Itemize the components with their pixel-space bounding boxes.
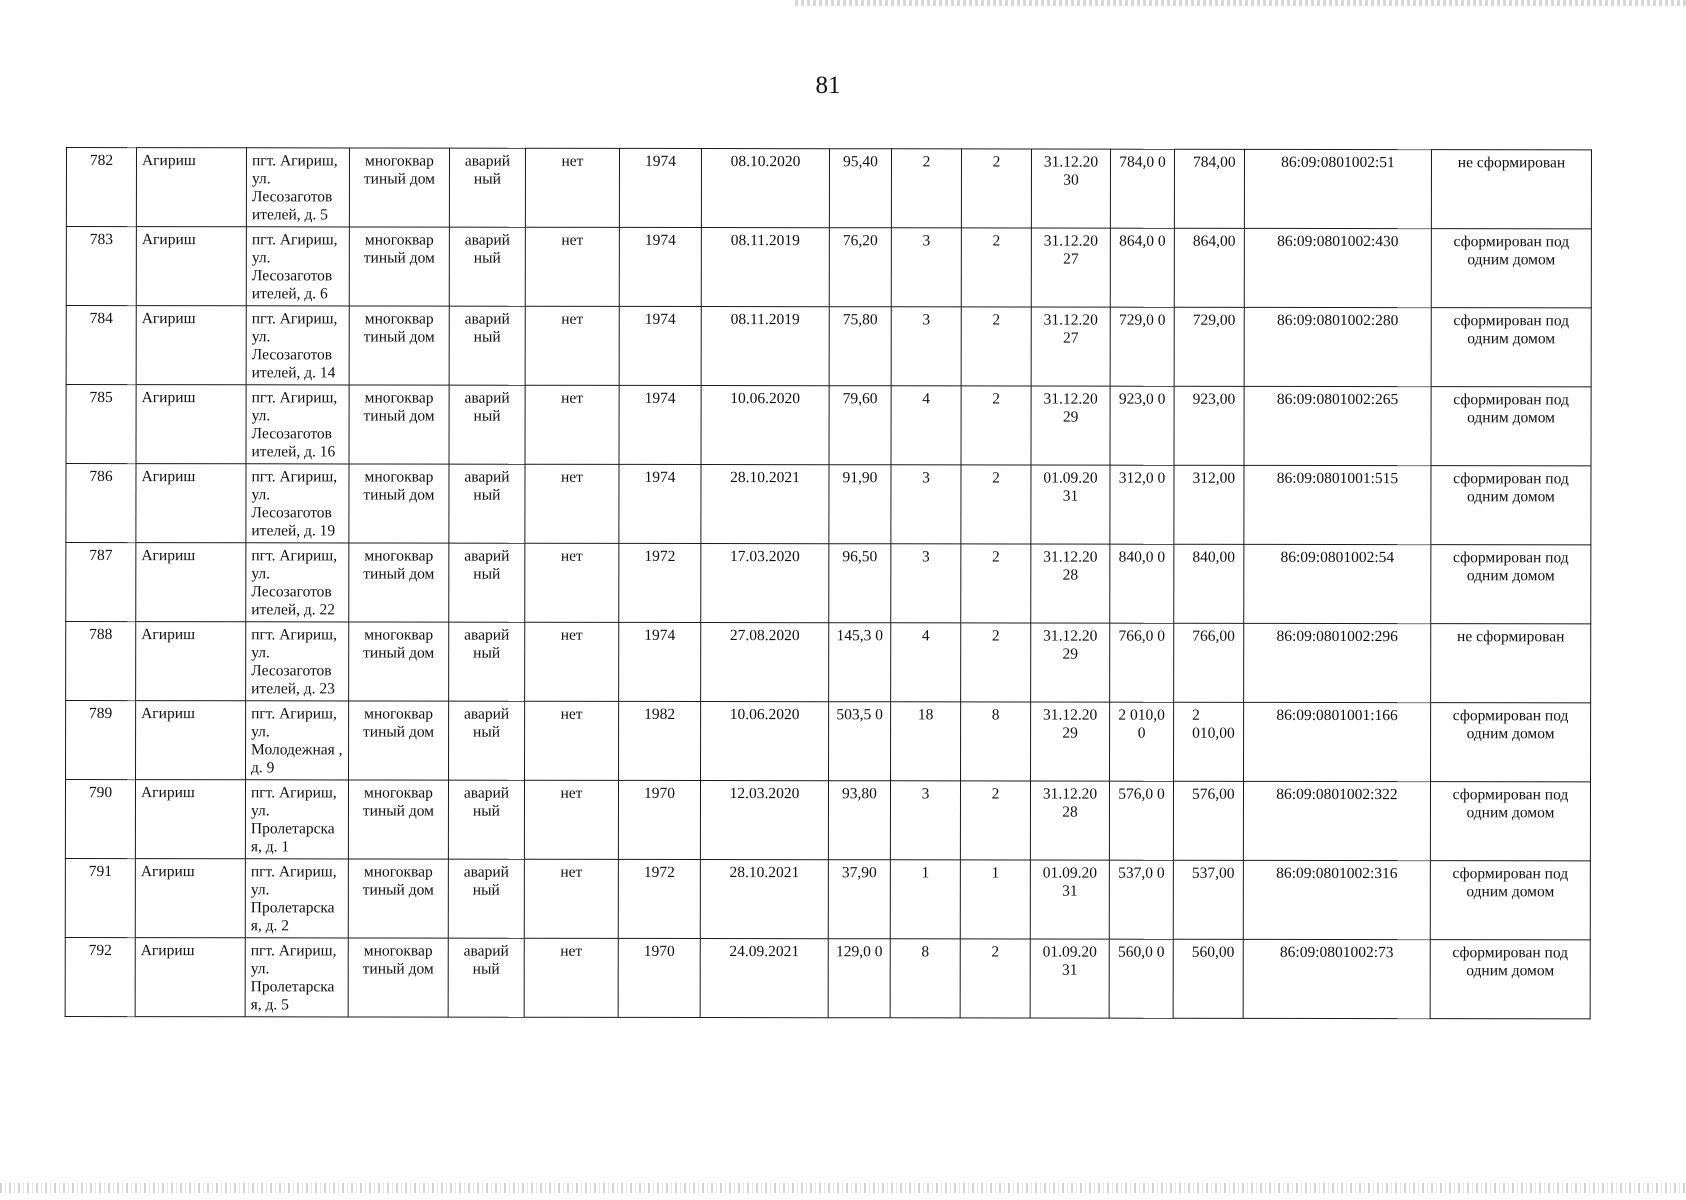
settlement-cell: Агириш <box>136 543 246 622</box>
value-b-cell: 560,00 <box>1173 939 1243 1018</box>
condition-cell: аварий ный <box>449 148 525 227</box>
area-cell: 93,80 <box>828 781 890 860</box>
value-b-cell: 766,00 <box>1174 623 1244 702</box>
area-cell: 129,0 0 <box>828 939 890 1018</box>
area-cell: 76,20 <box>829 228 891 307</box>
table-row <box>66 543 1591 624</box>
recognition-date-cell: 12.03.2020 <box>700 780 828 859</box>
table-row <box>66 701 1591 782</box>
flag-cell: нет <box>524 780 618 859</box>
flag-cell: нет <box>525 306 619 385</box>
year-built-cell: 1974 <box>619 306 701 385</box>
condition-cell: аварий ный <box>449 385 525 464</box>
count-a-cell: 3 <box>891 465 961 544</box>
building-type-cell: многоквар тиный дом <box>348 938 448 1017</box>
count-a-cell: 2 <box>891 149 961 228</box>
address-cell: пгт. Агириш, ул. Лесозаготов ителей, д. 23 <box>246 622 349 701</box>
deadline-cell: 01.09.20 31 <box>1030 860 1109 939</box>
flag-cell: нет <box>525 701 619 780</box>
deadline-cell: 01.09.20 31 <box>1031 465 1110 544</box>
deadline-cell: 31.12.20 27 <box>1031 228 1110 307</box>
settlement-cell: Агириш <box>135 938 245 1017</box>
condition-cell: аварий ный <box>449 622 525 701</box>
row-number-cell: 791 <box>65 858 135 937</box>
address-cell: пгт. Агириш, ул. Лесозаготов ителей, д. 5 <box>246 148 349 227</box>
deadline-cell: 31.12.20 28 <box>1031 544 1110 623</box>
building-type-cell: многоквар тиный дом <box>349 543 449 622</box>
row-number-cell: 785 <box>66 385 136 464</box>
value-b-cell: 864,00 <box>1174 228 1244 307</box>
recognition-date-cell: 27.08.2020 <box>701 622 829 701</box>
value-a-cell: 766,0 0 <box>1110 623 1174 702</box>
cadastral-number-cell: 86:09:0801002:54 <box>1244 544 1431 623</box>
recognition-date-cell: 28.10.2021 <box>700 859 828 938</box>
condition-cell: аварий ный <box>449 701 525 780</box>
condition-cell: аварий ный <box>448 780 524 859</box>
table-row <box>66 622 1591 703</box>
building-type-cell: многоквар тиный дом <box>349 385 449 464</box>
condition-cell: аварий ный <box>449 306 525 385</box>
year-built-cell: 1970 <box>618 938 700 1017</box>
value-a-cell: 923,0 0 <box>1110 386 1174 465</box>
land-status-cell: сформирован под одним домом <box>1431 387 1591 466</box>
building-type-cell: многоквар тиный дом <box>349 464 449 543</box>
land-status-cell: сформирован под одним домом <box>1431 703 1591 782</box>
land-status-cell: сформирован под одним домом <box>1431 545 1591 624</box>
table-body <box>65 148 1591 1019</box>
scan-edge-bottom <box>0 1183 1686 1193</box>
row-number-cell: 790 <box>65 780 135 859</box>
flag-cell: нет <box>525 385 619 464</box>
count-b-cell: 2 <box>960 939 1030 1018</box>
count-b-cell: 2 <box>960 781 1030 860</box>
row-number-cell: 787 <box>66 543 136 622</box>
building-type-cell: многоквар тиный дом <box>348 780 448 859</box>
land-status-cell: сформирован под одним домом <box>1431 229 1591 308</box>
year-built-cell: 1974 <box>619 464 701 543</box>
settlement-cell: Агириш <box>136 306 246 385</box>
count-b-cell: 2 <box>961 228 1031 307</box>
count-b-cell: 2 <box>961 307 1031 386</box>
flag-cell: нет <box>525 622 619 701</box>
address-cell: пгт. Агириш, ул. Пролетарска я, д. 5 <box>245 938 348 1017</box>
value-b-cell: 729,00 <box>1174 307 1244 386</box>
settlement-cell: Агириш <box>135 780 245 859</box>
value-b-cell: 537,00 <box>1173 860 1243 939</box>
building-type-cell: многоквар тиный дом <box>349 227 449 306</box>
row-number-cell: 789 <box>66 701 136 780</box>
cadastral-number-cell: 86:09:0801001:515 <box>1244 465 1431 544</box>
recognition-date-cell: 08.11.2019 <box>701 227 829 306</box>
value-a-cell: 2 010,0 0 <box>1110 702 1174 781</box>
table-row <box>65 858 1590 939</box>
row-number-cell: 792 <box>65 937 135 1016</box>
table-row <box>66 385 1591 466</box>
cadastral-number-cell: 86:09:0801002:265 <box>1244 386 1431 465</box>
land-status-cell: сформирован под одним домом <box>1430 782 1590 861</box>
recognition-date-cell: 28.10.2021 <box>701 464 829 543</box>
recognition-date-cell: 17.03.2020 <box>701 543 829 622</box>
count-a-cell: 8 <box>890 939 960 1018</box>
area-cell: 96,50 <box>829 544 891 623</box>
recognition-date-cell: 08.11.2019 <box>701 306 829 385</box>
table-row <box>66 227 1591 308</box>
cadastral-number-cell: 86:09:0801002:51 <box>1244 149 1431 228</box>
land-status-cell: сформирован под одним домом <box>1430 940 1590 1019</box>
settlement-cell: Агириш <box>136 385 246 464</box>
housing-register-sheet <box>65 147 1592 1019</box>
table-row <box>66 306 1591 387</box>
count-a-cell: 3 <box>890 781 960 860</box>
table-row <box>65 780 1590 861</box>
value-b-cell: 576,00 <box>1173 781 1243 860</box>
count-a-cell: 1 <box>890 860 960 939</box>
area-cell: 503,5 0 <box>829 702 891 781</box>
year-built-cell: 1974 <box>619 148 701 227</box>
row-number-cell: 788 <box>66 622 136 701</box>
settlement-cell: Агириш <box>136 701 246 780</box>
settlement-cell: Агириш <box>135 859 245 938</box>
address-cell: пгт. Агириш, ул. Молодежная , д. 9 <box>246 701 349 780</box>
address-cell: пгт. Агириш, ул. Пролетарска я, д. 1 <box>245 780 348 859</box>
land-status-cell: не сформирован <box>1431 150 1591 229</box>
condition-cell: аварий ный <box>449 464 525 543</box>
page-number: 81 <box>815 72 841 99</box>
deadline-cell: 31.12.20 29 <box>1031 702 1110 781</box>
settlement-cell: Агириш <box>136 227 246 306</box>
year-built-cell: 1974 <box>619 385 701 464</box>
deadline-cell: 31.12.20 27 <box>1031 307 1110 386</box>
count-a-cell: 3 <box>891 307 961 386</box>
row-number-cell: 784 <box>66 306 136 385</box>
building-type-cell: многоквар тиный дом <box>349 622 449 701</box>
value-a-cell: 840,0 0 <box>1110 544 1174 623</box>
value-b-cell: 923,00 <box>1174 386 1244 465</box>
cadastral-number-cell: 86:09:0801002:296 <box>1244 623 1431 702</box>
count-a-cell: 3 <box>891 544 961 623</box>
cadastral-number-cell: 86:09:0801002:73 <box>1243 939 1430 1018</box>
count-b-cell: 2 <box>961 149 1031 228</box>
count-a-cell: 4 <box>891 386 961 465</box>
condition-cell: аварий ный <box>448 938 524 1017</box>
recognition-date-cell: 08.10.2020 <box>701 148 829 227</box>
count-b-cell: 2 <box>961 465 1031 544</box>
deadline-cell: 01.09.20 31 <box>1030 939 1109 1018</box>
recognition-date-cell: 10.06.2020 <box>701 701 829 780</box>
row-number-cell: 782 <box>66 148 136 227</box>
area-cell: 95,40 <box>829 149 891 228</box>
count-b-cell: 2 <box>961 623 1031 702</box>
area-cell: 37,90 <box>828 860 890 939</box>
count-a-cell: 3 <box>891 228 961 307</box>
settlement-cell: Агириш <box>136 148 246 227</box>
area-cell: 79,60 <box>829 386 891 465</box>
year-built-cell: 1982 <box>619 701 701 780</box>
land-status-cell: сформирован под одним домом <box>1431 466 1591 545</box>
flag-cell: нет <box>525 148 619 227</box>
address-cell: пгт. Агириш, ул. Лесозаготов ителей, д. 22 <box>246 543 349 622</box>
scan-edge-top <box>795 0 1686 6</box>
area-cell: 145,3 0 <box>829 623 891 702</box>
value-a-cell: 864,0 0 <box>1110 228 1174 307</box>
flag-cell: нет <box>524 938 618 1017</box>
year-built-cell: 1972 <box>618 859 700 938</box>
table-row <box>65 937 1590 1018</box>
cadastral-number-cell: 86:09:0801002:322 <box>1243 781 1430 860</box>
recognition-date-cell: 10.06.2020 <box>701 385 829 464</box>
flag-cell: нет <box>525 543 619 622</box>
count-b-cell: 1 <box>960 860 1030 939</box>
cadastral-number-cell: 86:09:0801002:316 <box>1243 860 1430 939</box>
recognition-date-cell: 24.09.2021 <box>700 938 828 1017</box>
land-status-cell: не сформирован <box>1431 624 1591 703</box>
value-b-cell: 2 010,00 <box>1174 702 1244 781</box>
value-b-cell: 840,00 <box>1174 544 1244 623</box>
count-a-cell: 18 <box>891 702 961 781</box>
cadastral-number-cell: 86:09:0801002:430 <box>1244 228 1431 307</box>
deadline-cell: 31.12.20 29 <box>1031 623 1110 702</box>
count-b-cell: 8 <box>961 702 1031 781</box>
deadline-cell: 31.12.20 30 <box>1031 149 1110 228</box>
flag-cell: нет <box>525 464 619 543</box>
address-cell: пгт. Агириш, ул. Лесозаготов ителей, д. 14 <box>246 306 349 385</box>
value-a-cell: 576,0 0 <box>1109 781 1173 860</box>
year-built-cell: 1974 <box>619 622 701 701</box>
condition-cell: аварий ный <box>449 543 525 622</box>
address-cell: пгт. Агириш, ул. Лесозаготов ителей, д. 6 <box>246 227 349 306</box>
flag-cell: нет <box>525 227 619 306</box>
area-cell: 91,90 <box>829 465 891 544</box>
address-cell: пгт. Агириш, ул. Пролетарска я, д. 2 <box>245 859 348 938</box>
value-a-cell: 784,0 0 <box>1110 149 1174 228</box>
housing-register-table <box>65 147 1592 1019</box>
year-built-cell: 1972 <box>619 543 701 622</box>
building-type-cell: многоквар тиный дом <box>348 859 448 938</box>
building-type-cell: многоквар тиный дом <box>349 148 449 227</box>
settlement-cell: Агириш <box>136 464 246 543</box>
condition-cell: аварий ный <box>448 859 524 938</box>
condition-cell: аварий ный <box>449 227 525 306</box>
value-a-cell: 312,0 0 <box>1110 465 1174 544</box>
cadastral-number-cell: 86:09:0801001:166 <box>1244 702 1431 781</box>
area-cell: 75,80 <box>829 307 891 386</box>
deadline-cell: 31.12.20 29 <box>1031 386 1110 465</box>
count-a-cell: 4 <box>891 623 961 702</box>
table-row <box>66 148 1591 229</box>
land-status-cell: сформирован под одним домом <box>1431 308 1591 387</box>
value-a-cell: 537,0 0 <box>1109 860 1173 939</box>
land-status-cell: сформирован под одним домом <box>1430 861 1590 940</box>
count-b-cell: 2 <box>961 386 1031 465</box>
settlement-cell: Агириш <box>136 622 246 701</box>
value-b-cell: 784,00 <box>1174 149 1244 228</box>
table-row <box>66 464 1591 545</box>
row-number-cell: 783 <box>66 227 136 306</box>
building-type-cell: многоквар тиный дом <box>349 306 449 385</box>
year-built-cell: 1970 <box>618 780 700 859</box>
value-a-cell: 560,0 0 <box>1109 939 1173 1018</box>
value-b-cell: 312,00 <box>1174 465 1244 544</box>
value-a-cell: 729,0 0 <box>1110 307 1174 386</box>
address-cell: пгт. Агириш, ул. Лесозаготов ителей, д. 19 <box>246 464 349 543</box>
cadastral-number-cell: 86:09:0801002:280 <box>1244 307 1431 386</box>
row-number-cell: 786 <box>66 464 136 543</box>
deadline-cell: 31.12.20 28 <box>1030 781 1109 860</box>
count-b-cell: 2 <box>961 544 1031 623</box>
year-built-cell: 1974 <box>619 227 701 306</box>
building-type-cell: многоквар тиный дом <box>349 701 449 780</box>
flag-cell: нет <box>524 859 618 938</box>
address-cell: пгт. Агириш, ул. Лесозаготов ителей, д. 16 <box>246 385 349 464</box>
